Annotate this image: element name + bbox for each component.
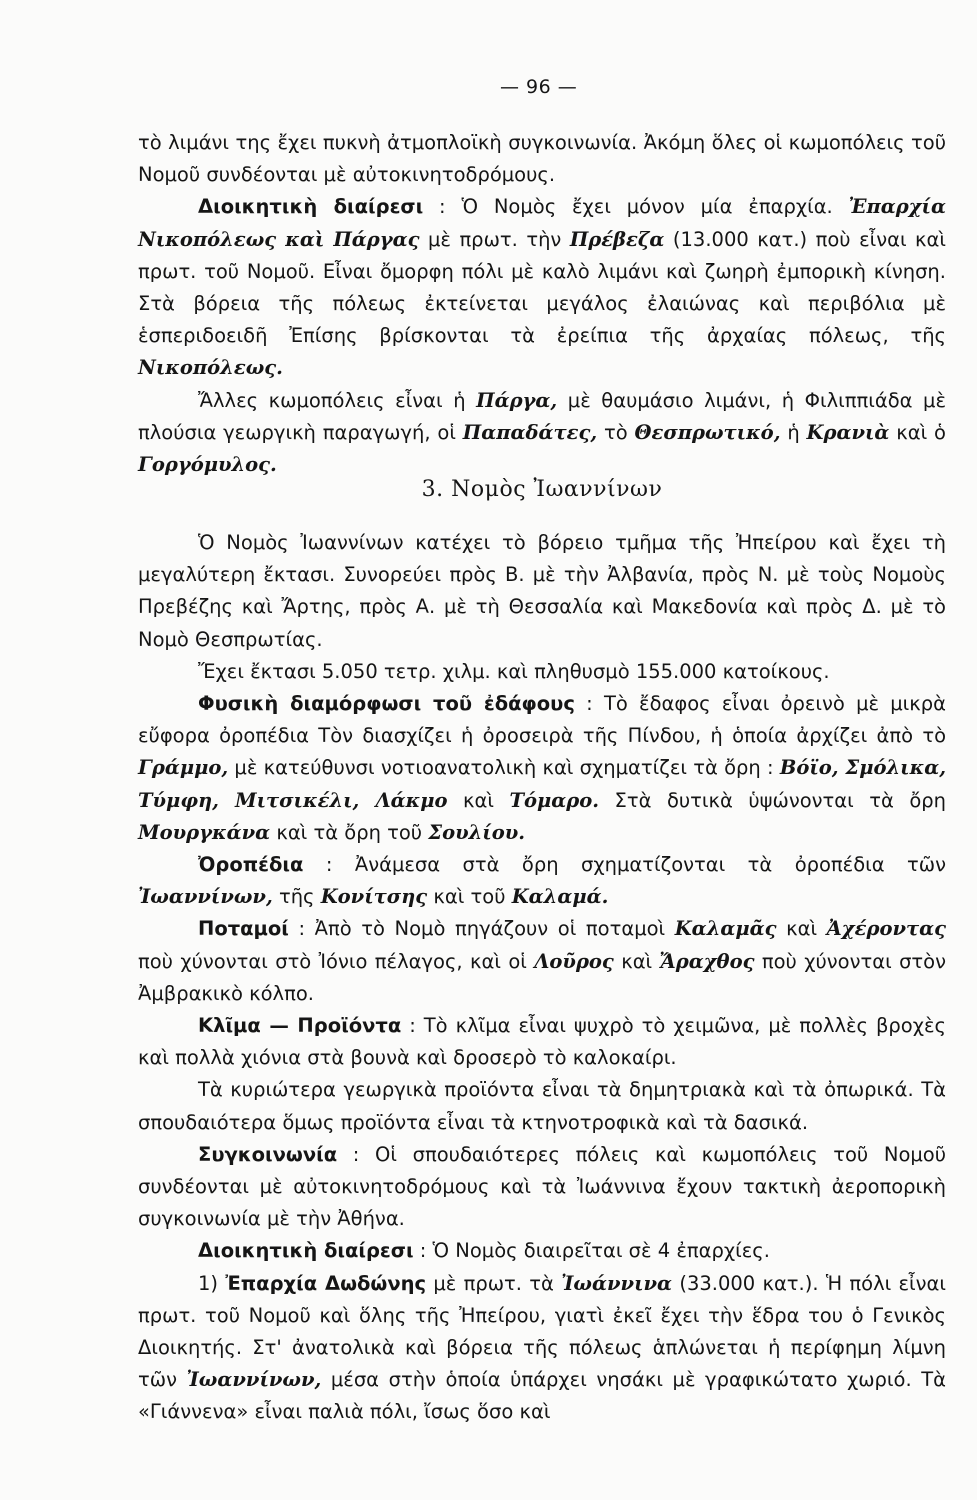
text-run: Τὰ κυριώτερα γεωργικὰ προϊόντα εἶναι τὰ δημητριακὰ καὶ τὰ ὀπωρικά. Τὰ σπουδαιότερα ὅμως προϊόντα εἶναι τὰ κτηνοτροφικὰ καὶ τὰ δασικά. xyxy=(138,1078,946,1134)
emphasized-name: Γράμμο, xyxy=(138,756,229,780)
text-run: καὶ xyxy=(776,917,827,941)
run-in-heading: Φυσικὴ διαμόρφωσι τοῦ ἐδάφους xyxy=(198,692,575,716)
text-run: : Ὁ Νομὸς διαιρεῖται σὲ 4 ἐπαρχίες. xyxy=(413,1239,770,1263)
text-run: (13.000 κατ.) ποὺ εἶναι καὶ πρωτ. τοῦ Νομοῦ. Εἶναι ὄμορφη πόλι μὲ καλὸ λιμάνι καὶ ζωηρὴ ἐμπορικὴ κίνηση. Στὰ βόρεια τῆς πόλεως ἐκτείνεται μεγάλος ἐλαιώνας καὶ περιβόλια μὲ ἑσπεριδοειδῆ Ἐπίσης βρίσκονται τὰ ἐρείπια τῆς ἀρχαίας πόλεως, τῆς xyxy=(138,227,946,348)
text-run: καὶ xyxy=(447,788,510,812)
paragraph xyxy=(138,1010,946,1074)
preveza-section-text xyxy=(138,127,946,481)
paragraph xyxy=(138,1268,946,1429)
text-run: ποὺ χύνονται στὸ Ἰόνιο πέλαγος, καὶ οἱ xyxy=(138,949,535,973)
run-in-heading: Ὀροπέδια xyxy=(198,853,304,877)
paragraph xyxy=(138,849,946,913)
text-run: μέσα στὴν ὁποία ὑπάρχει νησάκι μὲ γραφικώτατο χωριό. Τὰ «Γιάννενα» εἶναι παλιὰ πόλι, ἴσως ὅσο καὶ xyxy=(138,1368,946,1424)
paragraph xyxy=(138,1235,946,1267)
emphasized-name: Σουλίου. xyxy=(428,820,526,844)
text-run: τὸ xyxy=(597,420,635,444)
text-run: : Τὸ κλῖμα εἶναι ψυχρὸ τὸ χειμῶνα, μὲ πολλὲς βροχὲς καὶ πολλὰ χιόνια στὰ βουνὰ καὶ δροσερὸ τὸ καλοκαίρι. xyxy=(138,1014,946,1070)
emphasized-name: Κρανιὰ xyxy=(806,420,890,444)
text-run: ποὺ χύνονται στὸν Ἀμβρακικὸ κόλπο. xyxy=(138,949,946,1005)
text-run: τῆς xyxy=(272,885,321,909)
text-run: : Ἀνάμεσα στὰ ὄρη σχηματίζονται τὰ ὀροπέδια τῶν xyxy=(303,853,946,877)
paragraph xyxy=(138,127,946,191)
emphasized-name: Γοργόμυλος. xyxy=(138,453,277,477)
text-run: : Ὁ Νομὸς ἔχει μόνον μία ἐπαρχία. xyxy=(423,195,849,219)
text-run: μὲ πρωτ. τὴν xyxy=(419,227,570,251)
text-run: : Τὸ ἔδαφος εἶναι ὀρεινὸ μὲ μικρὰ εὔφορα ὀροπέδια Τὸν διασχίζει ἡ ὀροσειρὰ τῆς Πίνδου, ἡ ὁποία ἀρχίζει ἀπὸ τὸ xyxy=(138,692,947,748)
document-page xyxy=(138,0,946,1500)
list-number: 1) xyxy=(198,1271,226,1295)
text-run: (33.000 κατ.). Ἡ πόλι εἶναι πρωτ. τοῦ Νομοῦ καὶ ὅλης τῆς Ἠπείρου, γιατὶ ἐκεῖ ἔχει τὴν ἕδρα του ὁ Γενικὸς Διοικητής. Στ' ἀνατολικὰ καὶ βόρεια τῆς πόλεως ἁπλώνεται ἡ περίφημη λίμνη τῶν xyxy=(138,1271,946,1392)
text-run: καὶ xyxy=(613,949,660,973)
text-run: καὶ ὁ xyxy=(889,420,946,444)
emphasized-name: Ἰωαννίνων, xyxy=(138,885,273,909)
text-run: καὶ τὰ ὄρη τοῦ xyxy=(270,820,429,844)
paragraph xyxy=(138,1074,946,1138)
emphasized-name: Κονίτσης xyxy=(320,885,428,909)
page-number: — 96 — xyxy=(500,76,578,98)
text-run: καὶ τοῦ xyxy=(427,885,512,909)
run-in-heading: Ποταμοί xyxy=(198,917,289,941)
emphasized-name: Πάργα, xyxy=(476,388,558,412)
emphasized-name: Ἰωαννίνων, xyxy=(186,1368,322,1392)
emphasized-name: Βόϊο, Σμόλικα, Τύμφη, Μιτσικέλι, Λάκμο xyxy=(138,756,946,812)
text-run: μὲ κατεύθυνσι νοτιοανατολικὴ καὶ σχηματίζει τὰ ὄρη : xyxy=(228,756,780,780)
emphasized-name: Λοῦρος xyxy=(534,949,614,973)
ioannina-section-text xyxy=(138,527,946,1429)
emphasized-name: Ἐπαρχία Νικοπόλεως καὶ Πάργας xyxy=(138,195,946,251)
emphasized-name: Καλαμᾶς xyxy=(674,917,777,941)
emphasized-name: Θεσπρωτικό, xyxy=(634,420,781,444)
emphasized-name: Ἄραχθος xyxy=(659,949,755,973)
text-run: Ἔχει ἔκτασι 5.050 τετρ. χιλμ. καὶ πληθυσμὸ 155.000 κατοίκους. xyxy=(198,659,830,683)
paragraph xyxy=(138,191,946,384)
emphasized-name: Παπαδάτες, xyxy=(462,420,598,444)
emphasized-name: Ἀχέροντας xyxy=(826,917,946,941)
text-run: : Οἱ σπουδαιότερες πόλεις καὶ κωμοπόλεις τοῦ Νομοῦ συνδέονται μὲ αὐτοκινητοδρόμους καὶ τὰ Ἰωάννινα ἔχουν τακτικὴ ἀεροπορικὴ συγκοινωνία μὲ τὴν Ἀθήνα. xyxy=(138,1142,946,1231)
emphasized-name: Πρέβεζα xyxy=(569,227,665,251)
paragraph xyxy=(138,688,946,849)
paragraph xyxy=(138,527,946,656)
paragraph xyxy=(138,913,946,1010)
paragraph xyxy=(138,385,946,482)
emphasized-name: Μουργκάνα xyxy=(138,820,271,844)
emphasized-name: Τόμαρο. xyxy=(509,788,600,812)
emphasized-name: Ἰωάννινα xyxy=(561,1271,673,1295)
paragraph xyxy=(138,1139,946,1236)
emphasized-name: Καλαμά. xyxy=(511,885,609,909)
section-title: 3. Νομὸς Ἰωαννίνων xyxy=(421,477,663,502)
text-run: μὲ πρωτ. τὰ xyxy=(426,1271,562,1295)
text-run: Ὁ Νομὸς Ἰωαννίνων κατέχει τὸ βόρειο τμῆμα τῆς Ἠπείρου καὶ ἔχει τὴ μεγαλύτερη ἔκτασι. Συνορεύει πρὸς Β. μὲ τὴν Ἀλβανία, πρὸς Ν. μὲ τοὺς Νομοὺς Πρεβέζης καὶ Ἄρτης, πρὸς Α. μὲ τὴ Θεσσαλία καὶ Μακεδονία καὶ πρὸς Δ. μὲ τὸ Νομὸ Θεσπρωτίας. xyxy=(138,531,946,651)
text-run: ἡ xyxy=(780,420,807,444)
run-in-heading: Διοικητικὴ διαίρεσι xyxy=(198,195,424,219)
run-in-heading: Ἐπαρχία Δωδώνης xyxy=(225,1271,427,1295)
emphasized-name: Νικοπόλεως. xyxy=(138,356,283,380)
text-run: μὲ θαυμάσιο λιμάνι, ἡ Φιλιππιάδα μὲ πλούσια γεωργικὴ παραγωγή, οἱ xyxy=(138,388,946,444)
run-in-heading: Διοικητικὴ διαίρεσι xyxy=(198,1239,414,1263)
text-run: Ἄλλες κωμοπόλεις εἶναι ἡ xyxy=(198,388,477,412)
text-run: Στὰ δυτικὰ ὑψώνονται τὰ ὄρη xyxy=(599,788,947,812)
run-in-heading: Κλῖμα — Προϊόντα xyxy=(198,1014,402,1038)
paragraph xyxy=(138,656,946,688)
text-run: : Ἀπὸ τὸ Νομὸ πηγάζουν οἱ ποταμοὶ xyxy=(288,917,675,941)
run-in-heading: Συγκοινωνία xyxy=(198,1142,338,1166)
text-run: τὸ λιμάνι της ἔχει πυκνὴ ἀτμοπλοϊκὴ συγκοινωνία. Ἀκόμη ὅλες οἱ κωμοπόλεις τοῦ Νομοῦ συνδέονται μὲ αὐτοκινητοδρόμους. xyxy=(138,131,946,187)
